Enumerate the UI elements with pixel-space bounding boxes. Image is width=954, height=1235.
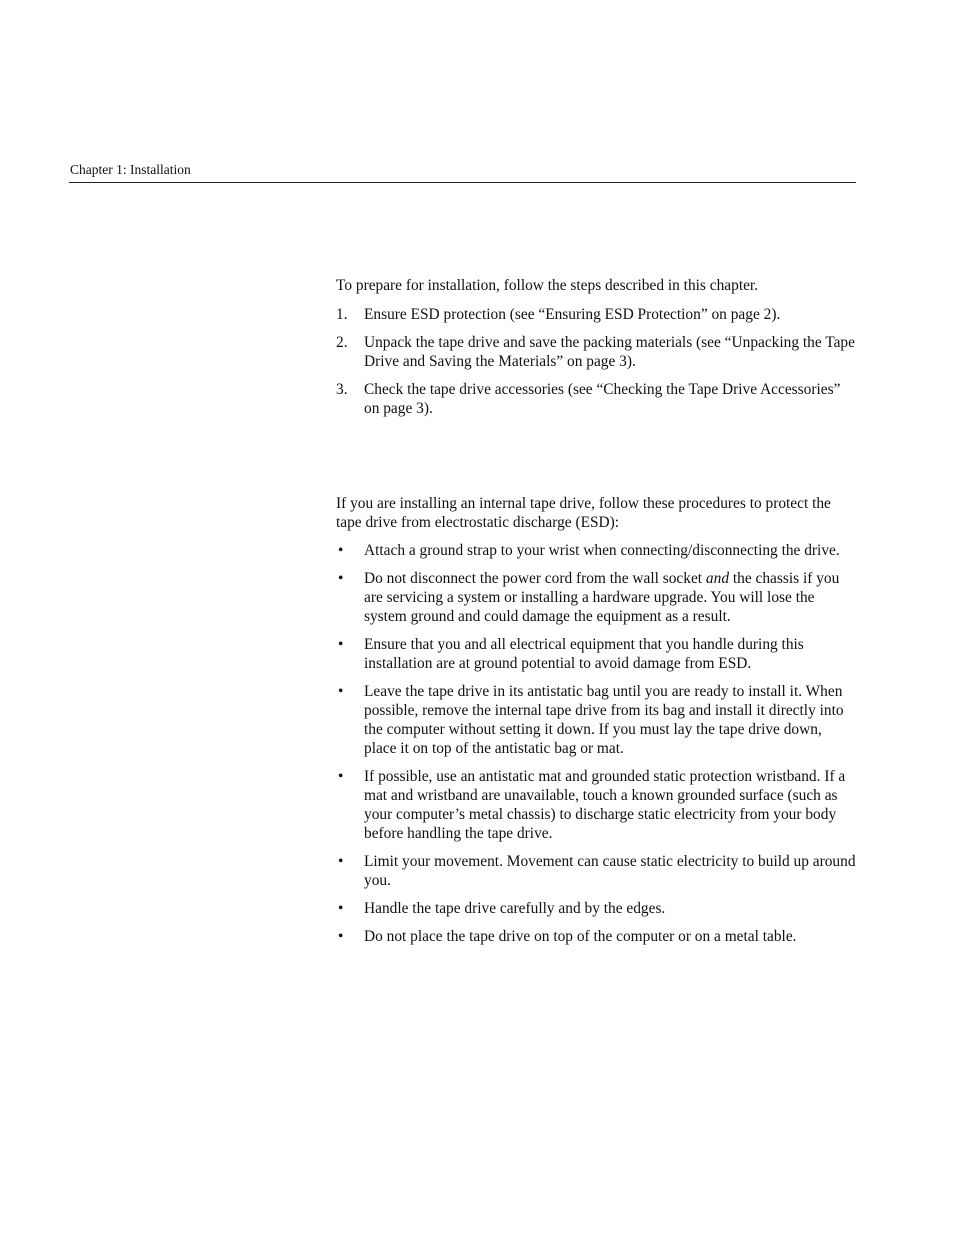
step-item xyxy=(336,305,856,324)
bullet-symbol: • xyxy=(338,683,344,700)
esd-protection-section xyxy=(336,494,856,955)
running-header: Chapter 1: Installation xyxy=(70,162,191,177)
step-item xyxy=(336,333,856,371)
bullet-text: Handle the tape drive carefully and by the edges. xyxy=(364,900,666,917)
bullet-item xyxy=(336,852,856,890)
step-text: Ensure ESD protection (see “Ensuring ESD Protection” on page 2). xyxy=(364,306,781,323)
bullet-text-end: the chassis if you are servicing a system or installing a hardware upgrade. You will lose the system ground and could damage the equipment as a result. xyxy=(364,570,840,625)
step-text: Check the tape drive accessories (see “Checking the Tape Drive Accessories” on page 3). xyxy=(364,381,841,417)
bullet-symbol: • xyxy=(338,542,344,559)
bullet-text: If possible, use an antistatic mat and grounded static protection wristband. If a mat and wristband are unavailable, touch a known grounded surface (such as your computer’s metal chassis) to discharge static electricity from your body before handling the tape drive. xyxy=(364,768,846,842)
bullet-symbol: • xyxy=(338,853,344,870)
bullet-item xyxy=(336,569,856,626)
bullet-item xyxy=(336,927,856,946)
bullet-text: Leave the tape drive in its antistatic bag until you are ready to install it. When possible, remove the internal tape drive from its bag and install it directly into the computer without setting it down. If you must lay the tape drive down, place it on top of the antistatic bag or mat. xyxy=(364,683,844,757)
preparation-steps-list xyxy=(336,305,856,418)
step-item xyxy=(336,380,856,418)
bullet-symbol: • xyxy=(338,900,344,917)
bullet-item xyxy=(336,635,856,673)
bullet-symbol: • xyxy=(338,768,344,785)
bullet-item xyxy=(336,899,856,918)
bullet-text: Limit your movement. Movement can cause static electricity to build up around you. xyxy=(364,853,856,889)
bullet-item xyxy=(336,682,856,758)
intro-paragraph: To prepare for installation, follow the steps described in this chapter. xyxy=(336,277,759,294)
esd-intro-paragraph: If you are installing an internal tape drive, follow these procedures to protect the tape drive from electrostatic discharge (ESD): xyxy=(336,495,831,531)
bullet-item xyxy=(336,541,856,560)
bullet-text: Attach a ground strap to your wrist when connecting/disconnecting the drive. xyxy=(364,542,840,559)
bullet-symbol: • xyxy=(338,570,344,587)
bullet-symbol: • xyxy=(338,636,344,653)
bullet-item xyxy=(336,767,856,843)
emphasis-word: and xyxy=(705,570,730,587)
step-number: 1. xyxy=(336,306,348,323)
step-number: 3. xyxy=(336,381,348,398)
esd-procedures-list xyxy=(336,541,856,946)
bullet-text: Ensure that you and all electrical equipment that you handle during this installation are at ground potential to avoid damage from ESD. xyxy=(364,636,804,672)
step-text: Unpack the tape drive and save the packing materials (see “Unpacking the Tape Drive and Saving the Materials” on page 3). xyxy=(364,334,855,370)
installation-overview-section xyxy=(336,276,856,427)
header-rule xyxy=(69,182,856,183)
bullet-text-start: Do not disconnect the power cord from the wall socket xyxy=(364,570,706,587)
bullet-symbol: • xyxy=(338,928,344,945)
step-number: 2. xyxy=(336,334,348,351)
bullet-text: Do not place the tape drive on top of the computer or on a metal table. xyxy=(364,928,797,945)
